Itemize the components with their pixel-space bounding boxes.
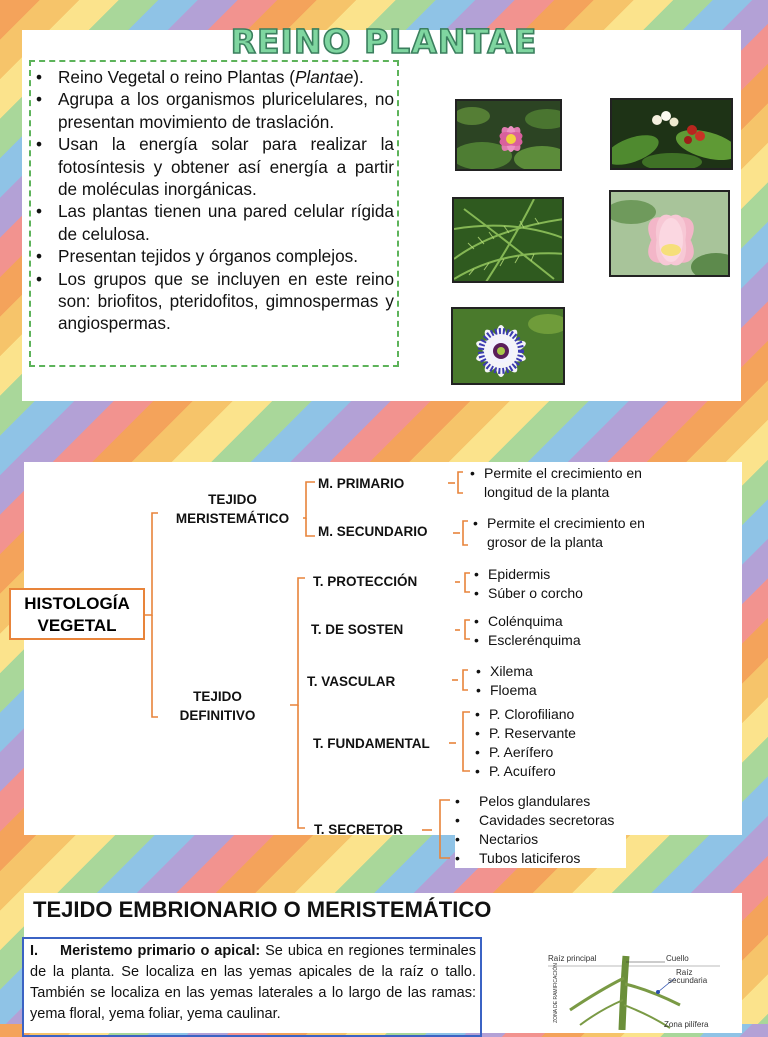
node-t-sosten: T. DE SOSTEN — [311, 622, 404, 637]
node-t-proteccion: T. PROTECCIÓN — [313, 574, 418, 589]
meristem-paragraph: I. Meristemo primario o apical: Se ubica en regiones terminales de la planta. Se localiza en las yemas apicales de la raíz o tallo. También se localiza en las yemas laterales a lo largo de las ramas: yema floral, yema foliar, yema caulinar. — [30, 943, 476, 1022]
list-item: • Agrupa a los organismos pluricelulares, no presentan movimiento de traslación. — [32, 88, 394, 133]
node-definitivo: TEJIDO DEFINITIVO — [179, 689, 256, 723]
list-item: • Reino Vegetal o reino Plantas (Plantae). — [32, 66, 394, 88]
node-m-secundario: M. SECUNDARIO — [318, 524, 428, 539]
root-diagram-figure: Raíz principal Cuello Raíz secundaria ZONA DE RAMIFICACIÓN Zona pilífera — [540, 950, 740, 1030]
section-title: TEJIDO EMBRIONARIO O MERISTEMÁTICO — [33, 897, 492, 922]
t-secretor-items: • Pelos glandulares • Cavidades secretoras • Nectarios • Tubos laticiferos — [455, 792, 626, 868]
node-t-vascular: T. VASCULAR — [307, 674, 396, 689]
t-fundamental-items: • P. Clorofiliano • P. Reservante • P. Aerífero • P. Acuífero — [475, 706, 576, 779]
list-item: • Usan la energía solar para realizar la fotosíntesis y obtener así energía a partir de moléculas inorgánicas. — [32, 133, 394, 200]
node-t-fundamental: T. FUNDAMENTAL — [313, 736, 430, 751]
list-item: • Las plantas tienen una pared celular rígida de celulosa. — [32, 200, 394, 245]
root-node: HISTOLOGÍA VEGETAL — [9, 588, 145, 640]
node-t-secretor: T. SECRETOR — [314, 822, 404, 837]
t-sosten-items: • Colénquima • Esclerénquima — [474, 613, 581, 648]
m-secundario-desc: • Permite el crecimiento en grosor de la planta — [473, 515, 645, 550]
t-vascular-items: • Xilema • Floema — [476, 663, 537, 698]
m-primario-desc: • Permite el crecimiento en longitud de la planta — [470, 465, 642, 500]
t-proteccion-items: • Epidermis • Súber o corcho — [474, 566, 583, 601]
page-title: REINO PLANTAE — [230, 22, 538, 61]
list-item: • Los grupos que se incluyen en este reino son: briofitos, pteridofitos, gimnospermas y angiospermas. — [32, 268, 394, 335]
node-meristematico: TEJIDO MERISTEMÁTICO — [175, 492, 290, 526]
node-m-primario: M. PRIMARIO — [318, 476, 405, 491]
list-item: • Presentan tejidos y órganos complejos. — [32, 245, 394, 267]
